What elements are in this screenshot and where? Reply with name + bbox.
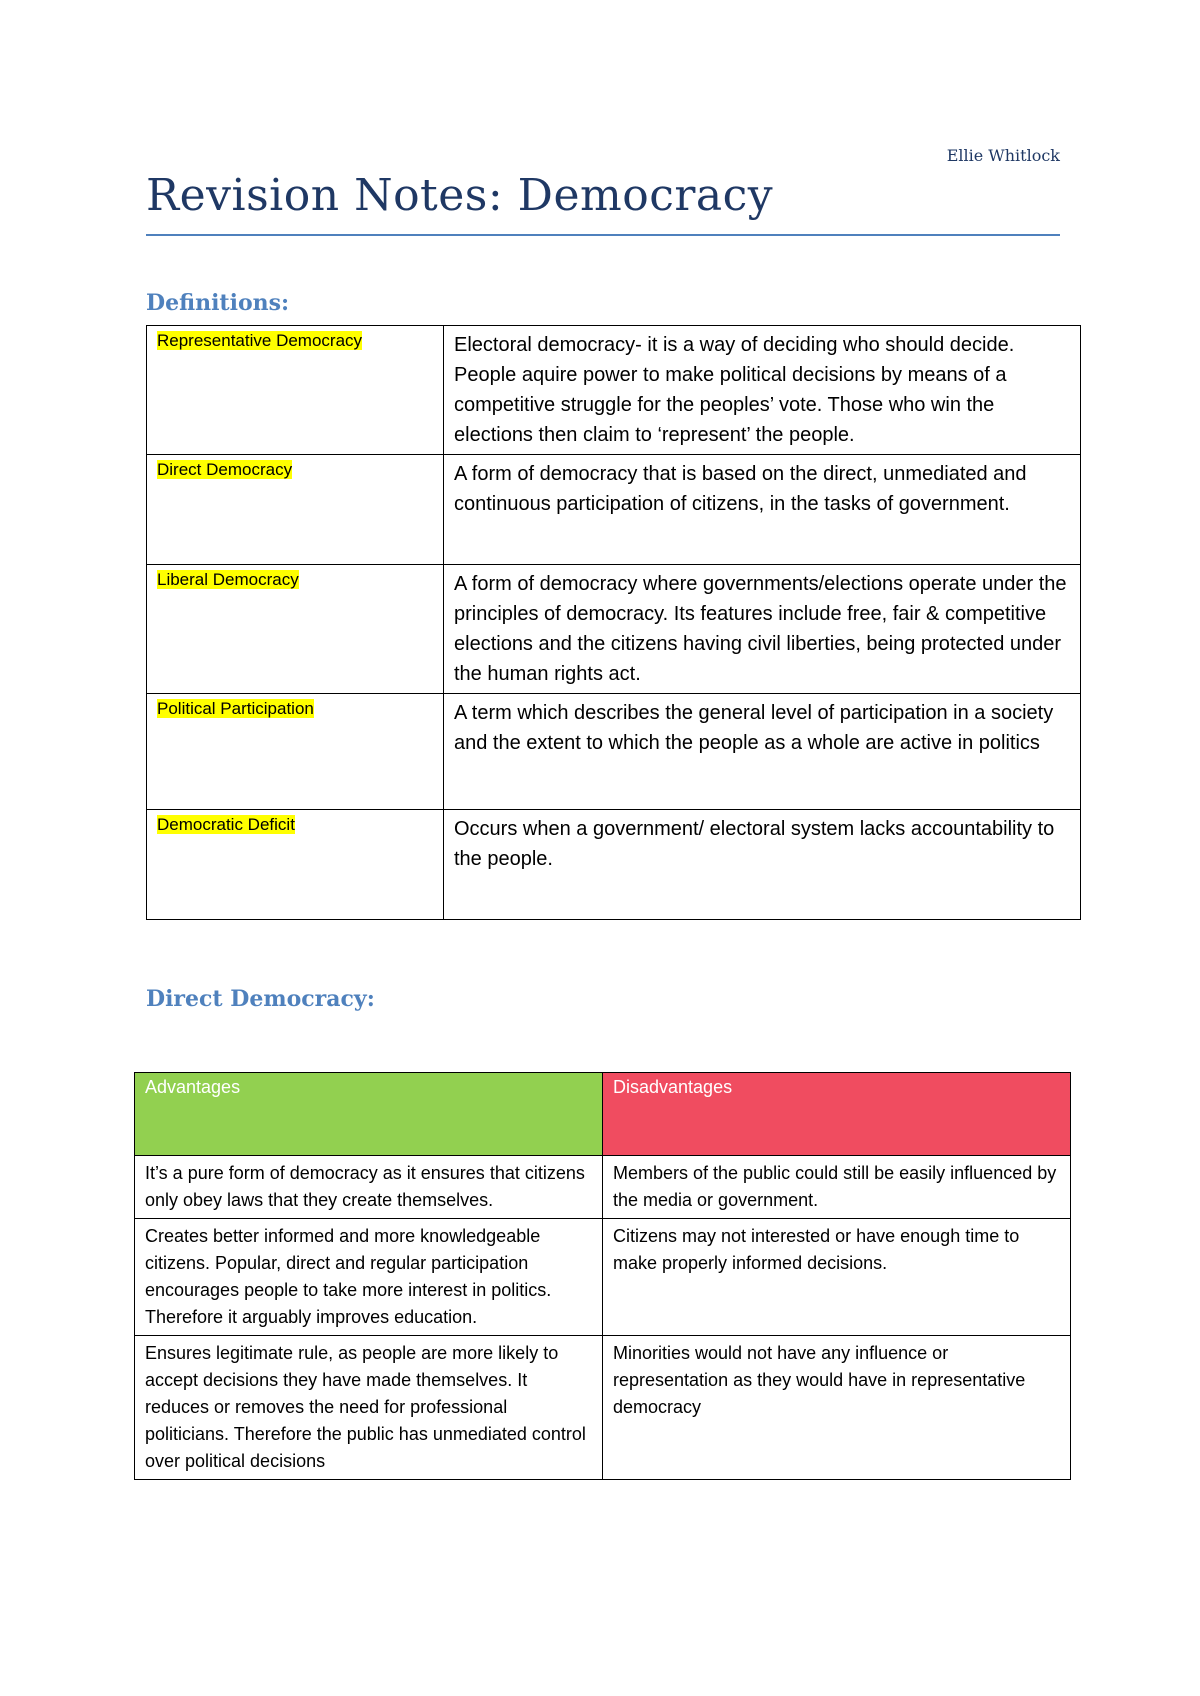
definitions-table (146, 325, 1081, 920)
term-cell (147, 565, 444, 694)
definition-cell (444, 326, 1081, 455)
term-cell (147, 810, 444, 920)
definition-cell (444, 455, 1081, 565)
term-democratic-deficit: Democratic Deficit (157, 815, 295, 834)
page-title: Revision Notes: Democracy (146, 170, 774, 221)
author-name: Ellie Whitlock (946, 146, 1060, 165)
advantages-disadvantages-table (134, 1072, 1071, 1480)
definition-text: A term which describes the general level of participation in a society and the extent to which the people as a whole are active in politics (454, 702, 1054, 754)
table-row (135, 1336, 1071, 1480)
table-row (147, 455, 1081, 565)
advantages-header: Advantages (135, 1073, 603, 1156)
definition-cell (444, 565, 1081, 694)
advantage-cell: Creates better informed and more knowledgeable citizens. Popular, direct and regular participation encourages people to take more interest in politics. Therefore it arguably improves education. (135, 1219, 603, 1336)
definition-cell (444, 810, 1081, 920)
disadvantage-cell: Members of the public could still be easily influenced by the media or government. (603, 1156, 1071, 1219)
direct-democracy-heading: Direct Democracy: (146, 986, 375, 1012)
definition-text: A form of democracy that is based on the direct, unmediated and continuous participation of citizens, in the tasks of government. (454, 463, 1027, 515)
term-liberal-democracy: Liberal Democracy (157, 570, 299, 589)
term-cell (147, 455, 444, 565)
table-row (147, 326, 1081, 455)
table-row (147, 810, 1081, 920)
table-row (135, 1156, 1071, 1219)
disadvantages-header: Disadvantages (603, 1073, 1071, 1156)
table-row (147, 694, 1081, 810)
definition-text: A form of democracy where governments/elections operate under the principles of democracy. Its features include free, fair & competitive elections and the citizens having civil liberties, being protected under the human rights act. (454, 573, 1067, 685)
term-direct-democracy: Direct Democracy (157, 460, 293, 479)
term-cell (147, 326, 444, 455)
definition-text: Occurs when a government/ electoral system lacks accountability to the people. (454, 818, 1055, 870)
definition-cell (444, 694, 1081, 810)
advantage-cell: Ensures legitimate rule, as people are more likely to accept decisions they have made themselves. It reduces or removes the need for professional politicians. Therefore the public has unmediated control over political decisions (135, 1336, 603, 1480)
table-header-row (135, 1073, 1071, 1156)
title-underline (146, 234, 1060, 236)
term-cell (147, 694, 444, 810)
definition-text: Electoral democracy- it is a way of deciding who should decide. People aquire power to make political decisions by means of a competitive struggle for the peoples’ vote. Those who win the elections then claim to ‘represent’ the people. (454, 334, 1015, 446)
disadvantage-cell: Citizens may not interested or have enough time to make properly informed decisions. (603, 1219, 1071, 1336)
term-political-participation: Political Participation (157, 699, 314, 718)
table-row (147, 565, 1081, 694)
disadvantage-cell: Minorities would not have any influence or representation as they would have in representative democracy (603, 1336, 1071, 1480)
term-representative-democracy: Representative Democracy (157, 331, 363, 350)
advantage-cell: It’s a pure form of democracy as it ensures that citizens only obey laws that they create themselves. (135, 1156, 603, 1219)
definitions-heading: Definitions: (146, 290, 290, 316)
table-row (135, 1219, 1071, 1336)
